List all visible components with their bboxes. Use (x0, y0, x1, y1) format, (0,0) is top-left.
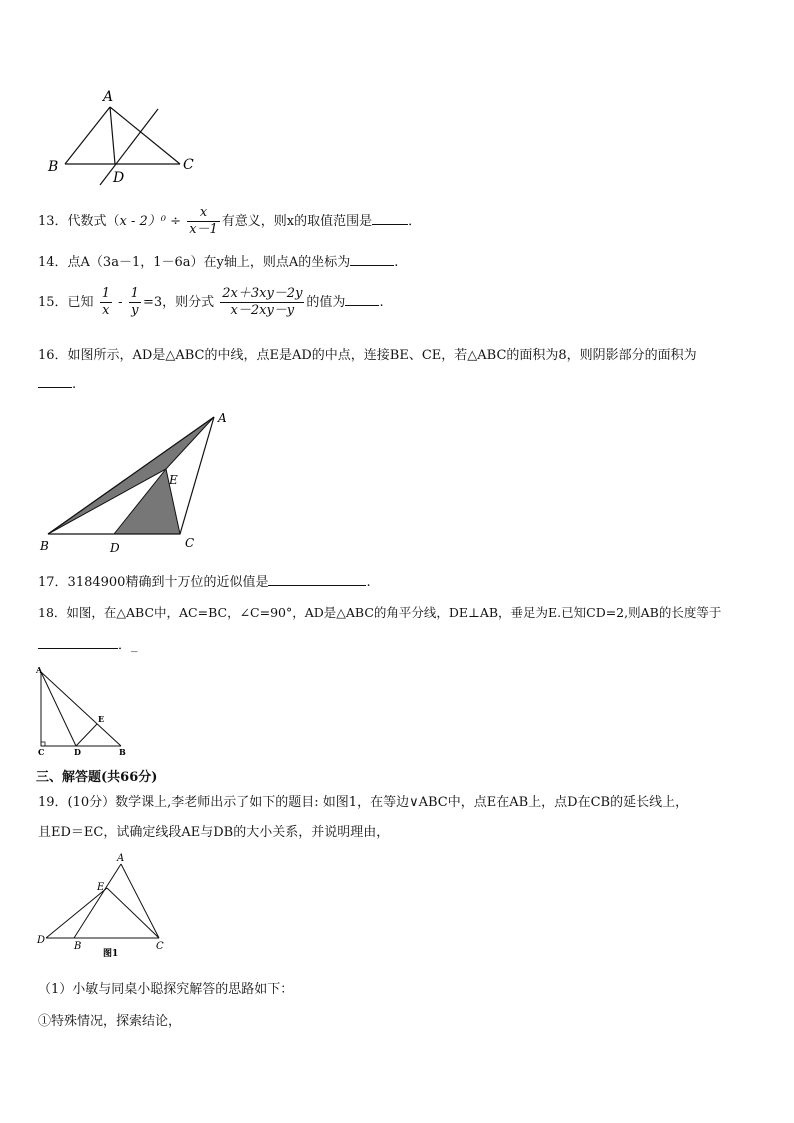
fig16-label-b: B (40, 539, 49, 553)
q17-text: 17．3184900精确到十万位的近似值是 (38, 575, 269, 590)
question-19-sub1: （1）小敏与同桌小聪探究解答的思路如下： (38, 982, 294, 997)
q15-mid: =3，则分式 (142, 295, 215, 310)
q15-f1n: 1 (101, 286, 110, 301)
q16-end: . (72, 377, 77, 392)
question-13 (38, 205, 421, 238)
question-18-blank-line (38, 634, 138, 653)
question-16-blank-line (38, 376, 76, 392)
fig18-label-d: D (74, 747, 81, 757)
q14-blank (350, 254, 394, 266)
q18-end: ．_ (118, 638, 138, 653)
label-b: B (48, 159, 59, 175)
q15-frac1 (100, 286, 112, 319)
q15-f2d: y (131, 303, 139, 318)
question-19-sub2: ①特殊情况，探索结论， (38, 1014, 182, 1029)
fig18-label-c: C (38, 747, 45, 757)
fig19-label-e: E (97, 882, 105, 893)
figure-16 (36, 405, 241, 555)
fig19-label-c: C (156, 941, 164, 952)
fig19-label-b: B (74, 941, 82, 952)
q13-post: 有意义，则x的取值范围是 (221, 214, 373, 229)
q15-frac3 (220, 286, 304, 319)
figure-19 (34, 848, 174, 960)
question-16 (38, 344, 697, 363)
label-c: C (183, 157, 194, 173)
question-18 (38, 603, 721, 621)
fig18-label-a: A (36, 665, 43, 675)
q13-fraction (187, 205, 220, 238)
q15-frac2 (129, 286, 141, 319)
q16-line1: 16．如图所示，AD是△ABC的中线，点E是AD的中点，连接BE、CE，若△ABC的面积为8，则阴影部分的面积为 (38, 348, 697, 363)
q15-post: 的值为 (306, 295, 346, 310)
q15-f2n: 1 (130, 286, 139, 301)
q13-pre: 13．代数式（ (38, 214, 120, 229)
q15-f3d: x－2xy－y (230, 303, 295, 318)
q18-line1: 18．如图，在△ABC中，AC=BC，∠C=90°，AD是△ABC的角平分线，DE⊥AB，垂足为E.已知CD=2,则AB的长度等于 (38, 605, 722, 620)
q16-blank (38, 376, 72, 388)
q13-expr: x - 2）⁰ ÷ (119, 214, 182, 229)
label-d: D (113, 170, 125, 186)
q14-text: 14．点A（3a－1，1－6a）在y轴上，则点A的坐标为 (38, 255, 351, 270)
q19-line2: 且ED＝EC，试确定线段AE与DB的大小关系，并说明理由， (38, 825, 390, 840)
q13-num: x (187, 205, 220, 222)
q15-end: . (379, 295, 384, 310)
question-15 (38, 286, 384, 319)
label-a: A (103, 89, 114, 105)
fig19-caption: 图1 (103, 949, 119, 959)
q15-minus: - (118, 295, 123, 310)
fig19-label-d: D (37, 935, 46, 946)
q13-end: ． (408, 214, 422, 229)
section-3-heading: 三、解答题(共66分) (36, 770, 158, 785)
question-19-line2 (38, 821, 389, 840)
question-19-line1 (38, 791, 688, 810)
fig19-label-a: A (117, 853, 125, 864)
q15-f1d: x (102, 303, 110, 318)
figure-top-triangle (40, 85, 210, 190)
fig18-label-b: B (119, 747, 126, 757)
q17-end: . (366, 575, 371, 590)
q13-blank (372, 213, 408, 225)
q19-line1: 19．(10分）数学课上,李老师出示了如下的题目: 如图1，在等边∨ABC中，点E在AB上，点D在CB的延长线上， (38, 795, 689, 810)
fig16-label-c: C (185, 536, 195, 550)
fig16-label-d: D (110, 541, 120, 555)
q13-den: x－1 (189, 222, 218, 237)
q14-end: . (394, 255, 399, 270)
q15-blank (345, 294, 379, 306)
q15-f3n: 2x＋3xy－2y (222, 286, 303, 301)
fig18-label-e: E (98, 714, 105, 724)
q15-pre: 15．已知 (38, 295, 94, 310)
question-17 (38, 571, 371, 590)
q18-blank (38, 637, 118, 649)
figure-18 (34, 664, 134, 758)
fig16-label-e: E (169, 473, 178, 487)
question-14 (38, 251, 398, 270)
q17-blank (268, 574, 366, 586)
fig16-label-a: A (218, 411, 227, 425)
